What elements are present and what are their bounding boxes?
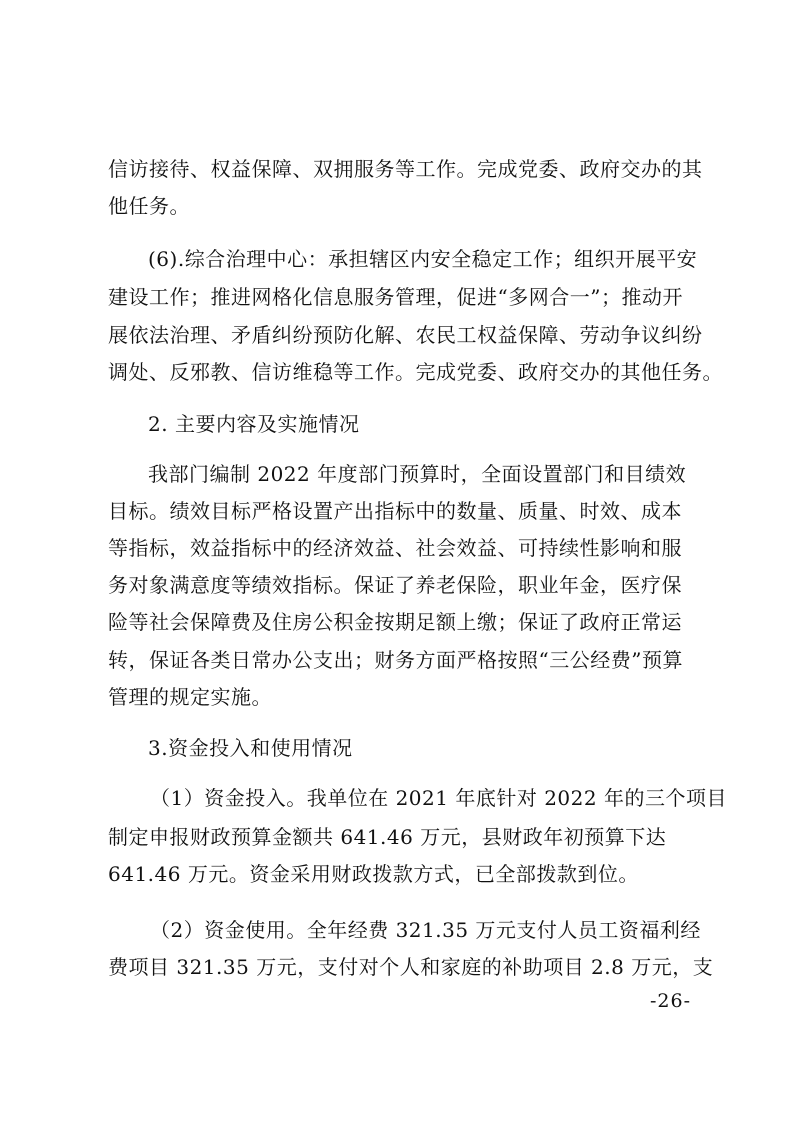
section-heading: 2. 主要内容及实施情况 — [148, 412, 360, 436]
text-line: 险等社会保障费及住房公积金按期足额上缴；保证了政府正常运 — [108, 610, 682, 634]
text-line: 目标。绩效目标严格设置产出指标中的数量、质量、时效、成本 — [108, 499, 682, 523]
text-line: （2）资金使用。全年经费 321.35 万元支付人员工资福利经 — [150, 918, 701, 942]
text-line: 641.46 万元。资金采用财政拨款方式，已全部拨款到位。 — [108, 862, 639, 886]
text-line: （1）资金投入。我单位在 2021 年底针对 2022 年的三个项目 — [150, 786, 727, 810]
text-line: 调处、反邪教、信访维稳等工作。完成党委、政府交办的其他任务。 — [108, 360, 723, 384]
text-line: 转，保证各类日常办公支出；财务方面严格按照“三公经费”预算 — [108, 648, 683, 672]
text-line: 等指标，效益指标中的经济效益、社会效益、可持续性影响和服 — [108, 536, 682, 560]
text-line: 务对象满意度等绩效指标。保证了养老保险，职业年金，医疗保 — [108, 573, 682, 597]
text-line: 展依法治理、矛盾纠纷预防化解、农民工权益保障、劳动争议纠纷 — [108, 323, 703, 347]
text-line: 我部门编制 2022 年度部门预算时，全面设置部门和目绩效 — [148, 462, 687, 486]
text-line: 建设工作；推进网格化信息服务管理，促进“多网合一”；推动开 — [108, 285, 683, 309]
section-heading: 3.资金投入和使用情况 — [148, 736, 353, 760]
text-line: 他任务。 — [108, 194, 190, 218]
text-line: 费项目 321.35 万元，支付对个人和家庭的补助项目 2.8 万元，支 — [108, 955, 714, 979]
text-line: 信访接待、权益保障、双拥服务等工作。完成党委、政府交办的其 — [108, 157, 703, 181]
text-line: 制定申报财政预算金额共 641.46 万元，县财政年初预算下达 — [108, 825, 667, 849]
page-number: -26- — [649, 990, 691, 1012]
text-line: 管理的规定实施。 — [108, 685, 272, 709]
text-line: (6).综合治理中心：承担辖区内安全稳定工作；组织开展平安 — [148, 247, 698, 271]
